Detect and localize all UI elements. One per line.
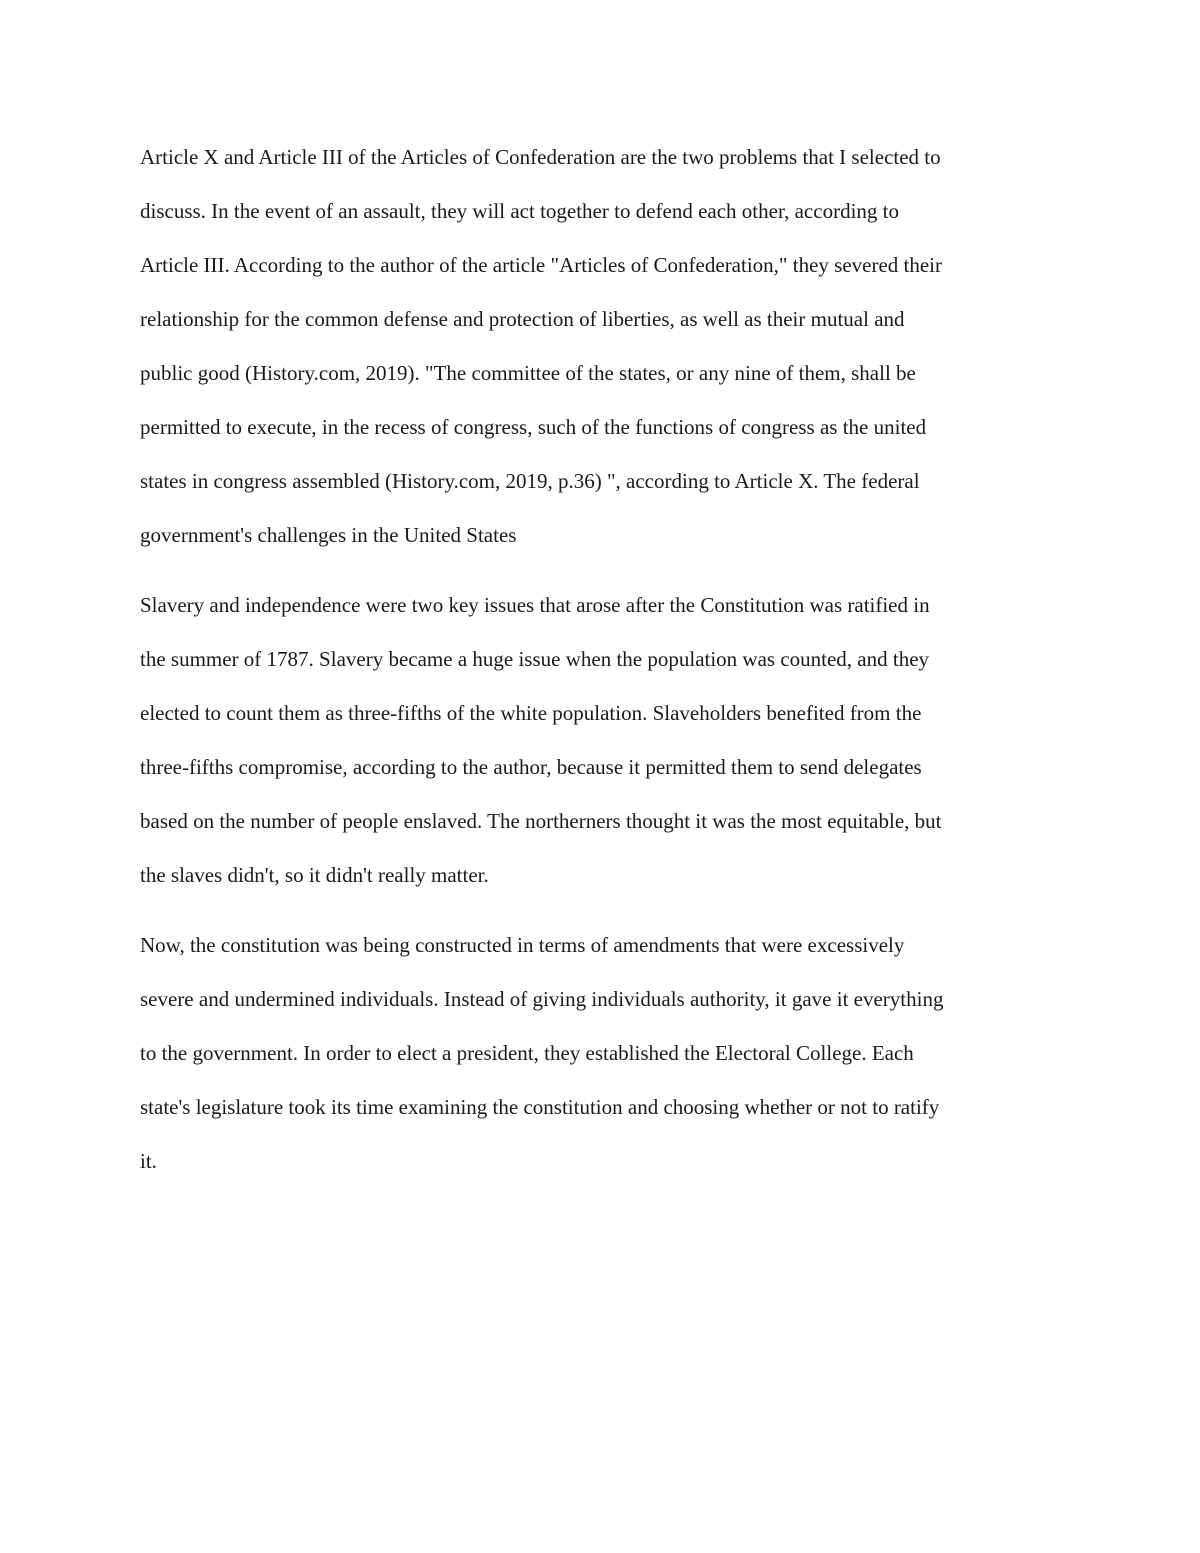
text-line: discuss. In the event of an assault, they will act together to defend each other, according to (140, 199, 899, 223)
text-line: based on the number of people enslaved. The northerners thought it was the most equitable, but (140, 809, 942, 833)
text-line: it. (140, 1149, 157, 1173)
text-line: to the government. In order to elect a president, they established the Electoral College. Each (140, 1041, 914, 1065)
text-line: relationship for the common defense and protection of liberties, as well as their mutual and (140, 307, 905, 331)
text-line: three-fifths compromise, according to the author, because it permitted them to send delegates (140, 755, 922, 779)
paragraph-constitution (140, 918, 1060, 1188)
text-line: Slavery and independence were two key issues that arose after the Constitution was ratified in (140, 593, 930, 617)
text-line: severe and undermined individuals. Instead of giving individuals authority, it gave it everything (140, 987, 944, 1011)
text-line: public good (History.com, 2019). "The committee of the states, or any nine of them, shall be (140, 361, 916, 385)
text-line: elected to count them as three-fifths of the white population. Slaveholders benefited from the (140, 701, 922, 725)
text-line: the summer of 1787. Slavery became a huge issue when the population was counted, and they (140, 647, 930, 671)
text-line: Now, the constitution was being constructed in terms of amendments that were excessively (140, 933, 905, 957)
text-line: permitted to execute, in the recess of congress, such of the functions of congress as the united (140, 415, 927, 439)
paragraph-spacer (140, 902, 1060, 918)
text-line: states in congress assembled (History.com, 2019, p.36) ", according to Article X. The federal (140, 469, 920, 493)
text-line: government's challenges in the United States (140, 523, 517, 547)
document-body (140, 130, 1060, 1188)
paragraph-articles-of-confederation (140, 130, 1060, 562)
text-line: state's legislature took its time examining the constitution and choosing whether or not to ratify (140, 1095, 940, 1119)
text-line: the slaves didn't, so it didn't really matter. (140, 863, 489, 887)
paragraph-spacer (140, 562, 1060, 578)
text-line: Article X and Article III of the Articles of Confederation are the two problems that I selected to (140, 145, 941, 169)
text-line: Article III. According to the author of the article "Articles of Confederation," they severed their (140, 253, 943, 277)
paragraph-slavery (140, 578, 1060, 902)
